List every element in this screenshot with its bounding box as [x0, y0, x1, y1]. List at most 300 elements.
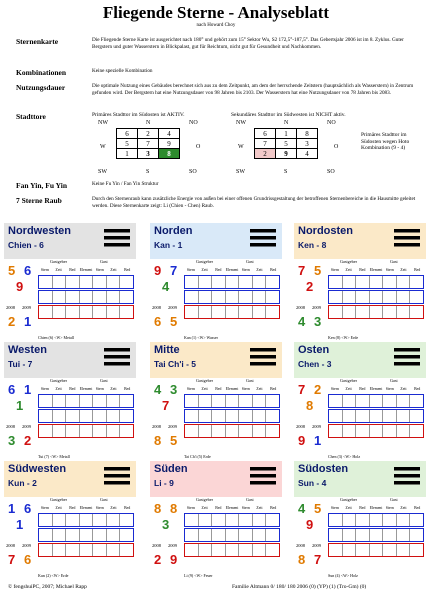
palace-header — [294, 342, 426, 378]
primary-gate-head: Primäres Stadttor im Südosten ist AKTIV. — [92, 112, 185, 118]
grid-cell — [120, 291, 133, 303]
grid-cell — [410, 410, 423, 422]
grid-cell — [120, 544, 133, 556]
water-star: 5 — [314, 501, 322, 516]
grid-cell — [53, 529, 67, 541]
section-text: Keine spezielle Kombination — [92, 68, 153, 74]
col-header: Zeit — [55, 506, 62, 510]
palace-name: Westen — [8, 344, 47, 356]
year-label: 2008 — [6, 305, 15, 310]
palace-element-line: Kan (1) <W> Wasser — [184, 335, 218, 340]
grid-cell — [212, 291, 226, 303]
grid-cell — [107, 291, 121, 303]
palace-header — [294, 223, 426, 259]
col-header: Element — [79, 268, 93, 272]
grid-cell — [93, 306, 107, 318]
grid-cell — [66, 514, 80, 526]
gastgeber-label: Gastgeber — [50, 259, 67, 264]
year-label: 2008 — [6, 424, 15, 429]
gate-cell: 6 — [255, 129, 276, 139]
col-header: Zeit — [110, 387, 117, 391]
palace-element-line: Ken (8) <W> Erde — [328, 335, 359, 340]
annual-star: 3 — [314, 314, 322, 329]
grid-cell — [397, 276, 411, 288]
grid-cell — [185, 544, 199, 556]
col-header: Bed — [69, 268, 76, 272]
grid-cell — [39, 425, 53, 437]
grid-col-header — [328, 268, 424, 274]
trigram-icon — [104, 229, 130, 247]
col-header: Bed — [124, 506, 131, 510]
grid-cell — [226, 395, 240, 407]
grid-cell — [39, 529, 53, 541]
grid-cell — [226, 425, 240, 437]
annual-star: 8 — [298, 552, 306, 567]
col-header: Stern — [385, 268, 394, 272]
gast-label: Gast — [246, 259, 254, 264]
col-header: Stern — [186, 506, 195, 510]
grid-cell — [53, 276, 67, 288]
grid-cell — [107, 306, 121, 318]
grid-cell — [226, 544, 240, 556]
grid-cell — [53, 291, 67, 303]
col-header: Bed — [414, 506, 421, 510]
gastgeber-label: Gastgeber — [340, 497, 357, 502]
water-star: 6 — [24, 501, 32, 516]
grid-cell — [226, 529, 240, 541]
grid-cell — [199, 306, 213, 318]
grid-row-mountain — [328, 275, 424, 289]
grid-cell — [253, 395, 267, 407]
year-label: 2009 — [168, 424, 177, 429]
grid-cell — [410, 529, 423, 541]
col-header: Stern — [241, 387, 250, 391]
annual-star: 7 — [314, 552, 322, 567]
dir-label: NO — [327, 120, 336, 126]
grid-cell — [53, 425, 67, 437]
col-header: Zeit — [110, 506, 117, 510]
col-header: Stern — [186, 387, 195, 391]
col-header: Stern — [95, 268, 104, 272]
grid-cell — [383, 306, 397, 318]
palace-body — [150, 259, 282, 343]
trigram-icon — [250, 348, 276, 366]
dir-label: O — [334, 144, 339, 150]
grid-cell — [329, 544, 343, 556]
grid-cell — [66, 410, 80, 422]
grid-cell — [120, 410, 133, 422]
grid-col-header — [184, 268, 280, 274]
palace-panel — [294, 223, 426, 343]
trigram-icon — [250, 229, 276, 247]
grid-row-water — [184, 528, 280, 542]
palace-panel — [150, 461, 282, 581]
grid-row-mountain — [184, 275, 280, 289]
water-star: 6 — [24, 263, 32, 278]
grid-cell — [343, 276, 357, 288]
col-header: Bed — [414, 268, 421, 272]
col-header: Stern — [40, 506, 49, 510]
grid-cell — [120, 306, 133, 318]
col-header: Bed — [124, 387, 131, 391]
section-raub — [16, 196, 426, 214]
gastgeber-label: Gastgeber — [50, 497, 67, 502]
gate-cell: 7 — [138, 139, 159, 149]
grid-cell — [80, 410, 94, 422]
section-label: Sternenkarte — [16, 37, 59, 46]
grid-row-mountain — [328, 513, 424, 527]
annual-star: 9 — [170, 552, 178, 567]
col-header: Stern — [95, 506, 104, 510]
grid-row-annual — [38, 543, 134, 557]
grid-cell — [370, 306, 384, 318]
grid-cell — [226, 291, 240, 303]
dir-label: NW — [98, 120, 108, 126]
trigram-icon — [104, 467, 130, 485]
gast-label: Gast — [246, 497, 254, 502]
grid-cell — [370, 529, 384, 541]
grid-cell — [329, 425, 343, 437]
grid-cell — [93, 425, 107, 437]
grid-row-annual — [328, 305, 424, 319]
gate-note: Primäres Stadttor im Südosten wegen Hoto Kombination (9 - 4) — [361, 132, 410, 151]
col-header: Stern — [385, 387, 394, 391]
grid-cell — [356, 276, 370, 288]
water-star: 8 — [170, 501, 178, 516]
star-grid — [38, 506, 134, 564]
gast-label: Gast — [100, 497, 108, 502]
secondary-gate-head: Sekundäres Stadttor im Südwesten ist NICHT aktiv. — [231, 112, 346, 118]
palace-header — [294, 461, 426, 497]
annual-star: 6 — [154, 314, 162, 329]
palace-body — [150, 497, 282, 581]
grid-cell — [212, 276, 226, 288]
grid-cell — [343, 410, 357, 422]
col-header: Element — [225, 387, 239, 391]
grid-cell — [397, 544, 411, 556]
annual-star: 6 — [24, 552, 32, 567]
grid-cell — [266, 514, 279, 526]
grid-row-water — [328, 290, 424, 304]
col-header: Bed — [215, 268, 222, 272]
grid-cell — [356, 514, 370, 526]
trigram-icon — [250, 467, 276, 485]
col-header: Element — [225, 268, 239, 272]
grid-cell — [410, 276, 423, 288]
grid-col-header — [184, 387, 280, 393]
gate-cell: 2 — [138, 129, 159, 139]
section-fanyin — [16, 181, 426, 191]
col-header: Element — [79, 387, 93, 391]
grid-cell — [253, 425, 267, 437]
col-header: Stern — [241, 268, 250, 272]
gastgeber-label: Gastgeber — [196, 378, 213, 383]
star-grid — [328, 506, 424, 564]
grid-cell — [343, 425, 357, 437]
grid-cell — [39, 410, 53, 422]
palace-panel — [294, 342, 426, 462]
col-header: Zeit — [110, 268, 117, 272]
gate-cell: 3 — [138, 149, 159, 159]
grid-cell — [66, 276, 80, 288]
grid-col-header — [38, 506, 134, 512]
grid-col-header — [38, 268, 134, 274]
grid-cell — [329, 306, 343, 318]
grid-cell — [107, 514, 121, 526]
palace-name: Mitte — [154, 344, 180, 356]
grid-cell — [199, 425, 213, 437]
grid-cell — [239, 395, 253, 407]
grid-cell — [239, 306, 253, 318]
grid-cell — [370, 410, 384, 422]
palace-element-line: Sun (4) <W> Holz — [328, 573, 358, 578]
grid-cell — [343, 395, 357, 407]
col-header: Bed — [359, 268, 366, 272]
grid-cell — [212, 425, 226, 437]
col-header: Zeit — [345, 506, 352, 510]
dir-label: SW — [236, 169, 245, 175]
gate-cell: 9 — [276, 149, 297, 159]
grid-cell — [185, 529, 199, 541]
col-header: Bed — [124, 268, 131, 272]
col-header: Zeit — [400, 506, 407, 510]
annual-star: 4 — [298, 314, 306, 329]
grid-cell — [410, 291, 423, 303]
col-header: Bed — [69, 387, 76, 391]
palace-body — [150, 378, 282, 462]
palace-element-line: Chen (3) <W> Holz — [328, 454, 361, 459]
grid-cell — [239, 276, 253, 288]
mountain-star: 8 — [154, 501, 162, 516]
grid-cell — [356, 410, 370, 422]
col-header: Stern — [186, 268, 195, 272]
grid-row-annual — [184, 305, 280, 319]
grid-cell — [107, 276, 121, 288]
palace-body — [294, 259, 426, 343]
grid-cell — [239, 514, 253, 526]
grid-cell — [266, 544, 279, 556]
annual-star: 8 — [154, 433, 162, 448]
grid-cell — [343, 544, 357, 556]
grid-cell — [93, 291, 107, 303]
grid-row-annual — [184, 543, 280, 557]
grid-cell — [66, 544, 80, 556]
water-star: 2 — [314, 382, 322, 397]
grid-cell — [383, 425, 397, 437]
section-stadttore — [16, 112, 426, 176]
base-star: 1 — [16, 398, 24, 413]
gastgeber-label: Gastgeber — [340, 259, 357, 264]
grid-cell — [253, 529, 267, 541]
col-header: Zeit — [55, 387, 62, 391]
section-kombinationen — [16, 68, 426, 78]
grid-cell — [80, 276, 94, 288]
col-header: Element — [225, 506, 239, 510]
col-header: Bed — [69, 506, 76, 510]
grid-row-water — [38, 528, 134, 542]
grid-cell — [239, 529, 253, 541]
grid-cell — [93, 544, 107, 556]
col-header: Zeit — [400, 387, 407, 391]
grid-cell — [185, 395, 199, 407]
palace-name: Norden — [154, 225, 193, 237]
gate-cell: 1 — [276, 129, 297, 139]
grid-row-annual — [184, 424, 280, 438]
grid-row-mountain — [38, 513, 134, 527]
grid-row-annual — [328, 543, 424, 557]
palace-header — [150, 223, 282, 259]
palace-body — [294, 497, 426, 581]
grid-cell — [266, 291, 279, 303]
water-star: 3 — [170, 382, 178, 397]
grid-row-mountain — [184, 394, 280, 408]
col-header: Element — [79, 506, 93, 510]
dir-label: SO — [189, 169, 197, 175]
dir-label: W — [238, 144, 244, 150]
year-label: 2009 — [22, 424, 31, 429]
grid-cell — [212, 395, 226, 407]
base-star: 4 — [162, 279, 170, 294]
grid-cell — [239, 291, 253, 303]
gate-cell: 1 — [117, 149, 138, 159]
annual-star: 7 — [8, 552, 16, 567]
grid-cell — [93, 395, 107, 407]
grid-cell — [410, 395, 423, 407]
section-label: Kombinationen — [16, 68, 67, 77]
grid-row-annual — [38, 424, 134, 438]
dir-label: NW — [236, 120, 246, 126]
col-header: Zeit — [201, 387, 208, 391]
gastgeber-label: Gastgeber — [196, 497, 213, 502]
grid-cell — [343, 514, 357, 526]
palace-trigram-label: Chen - 3 — [298, 359, 332, 369]
section-text: Durch den Sternenraub kann zusätzliche Energie von außen bei einer offenen Grundrissgestaltung der betroffenen Sternenbereiche in die Hausmitte geleitet werden. Diese Sternenkarte zeigt: Li (Chien - Chen) Raub. — [92, 196, 416, 209]
palace-body — [4, 259, 136, 343]
palace-header — [150, 342, 282, 378]
gastgeber-label: Gastgeber — [340, 378, 357, 383]
col-header: Bed — [215, 506, 222, 510]
mountain-star: 7 — [298, 382, 306, 397]
grid-cell — [185, 291, 199, 303]
grid-cell — [66, 395, 80, 407]
primary-gate-grid — [96, 120, 206, 176]
gast-label: Gast — [390, 259, 398, 264]
page-subtitle: nach Howard Choy — [196, 23, 236, 28]
col-header: Bed — [359, 506, 366, 510]
grid-cell — [107, 544, 121, 556]
col-header: Stern — [95, 387, 104, 391]
grid-cell — [266, 529, 279, 541]
grid-row-water — [184, 290, 280, 304]
grid-cell — [266, 410, 279, 422]
grid-cell — [253, 276, 267, 288]
grid-row-mountain — [38, 275, 134, 289]
year-label: 2008 — [296, 543, 305, 548]
grid-row-water — [38, 290, 134, 304]
annual-star: 1 — [314, 433, 322, 448]
grid-row-annual — [328, 424, 424, 438]
grid-cell — [199, 544, 213, 556]
grid-cell — [80, 291, 94, 303]
palace-trigram-label: Kun - 2 — [8, 478, 37, 488]
gate-cell: 4 — [297, 149, 318, 159]
col-header: Bed — [359, 387, 366, 391]
grid-row-annual — [38, 305, 134, 319]
grid-cell — [199, 291, 213, 303]
palace-trigram-label: Sun - 4 — [298, 478, 327, 488]
grid-cell — [383, 276, 397, 288]
gast-label: Gast — [390, 497, 398, 502]
grid-cell — [185, 410, 199, 422]
grid-cell — [107, 425, 121, 437]
year-label: 2008 — [296, 305, 305, 310]
gate-cell-active: 8 — [159, 149, 180, 159]
col-header: Zeit — [256, 506, 263, 510]
star-grid — [328, 387, 424, 445]
grid-cell — [370, 276, 384, 288]
grid-cell — [370, 514, 384, 526]
dir-label: SO — [327, 169, 335, 175]
palace-panel — [294, 461, 426, 581]
base-star: 8 — [306, 398, 314, 413]
palace-element-line: Li (9) <W> Feuer — [184, 573, 213, 578]
gate-cell: 5 — [276, 139, 297, 149]
palace-name: Süden — [154, 463, 188, 475]
year-label: 2009 — [22, 543, 31, 548]
grid-cell — [343, 529, 357, 541]
year-label: 2009 — [168, 543, 177, 548]
col-header: Bed — [414, 387, 421, 391]
palace-header — [150, 461, 282, 497]
gate-cell: 8 — [297, 129, 318, 139]
palace-trigram-label: Ken - 8 — [298, 240, 327, 250]
palace-panel — [4, 223, 136, 343]
water-star: 1 — [24, 382, 32, 397]
grid-cell — [39, 514, 53, 526]
trigram-icon — [394, 348, 420, 366]
grid-cell — [185, 425, 199, 437]
year-label: 2009 — [312, 543, 321, 548]
grid-cell — [226, 514, 240, 526]
grid-cell — [383, 529, 397, 541]
grid-cell — [212, 544, 226, 556]
grid-cell — [397, 291, 411, 303]
mountain-star: 4 — [298, 501, 306, 516]
palace-name: Südosten — [298, 463, 349, 475]
palace-body — [4, 497, 136, 581]
grid-row-mountain — [38, 394, 134, 408]
palace-body — [4, 378, 136, 462]
year-label: 2008 — [296, 424, 305, 429]
palace-header — [4, 223, 136, 259]
footer-copyright: © fengshuiPC, 2007; Michael Rapp — [8, 584, 87, 590]
grid-cell — [120, 276, 133, 288]
grid-cell — [226, 276, 240, 288]
gate-cell-inactive: 2 — [255, 149, 276, 159]
palace-trigram-label: Li - 9 — [154, 478, 174, 488]
col-header: Bed — [270, 506, 277, 510]
grid-cell — [239, 544, 253, 556]
grid-cell — [329, 529, 343, 541]
grid-cell — [226, 410, 240, 422]
grid-col-header — [184, 506, 280, 512]
section-sternenkarte — [16, 37, 426, 67]
grid-cell — [107, 529, 121, 541]
palace-trigram-label: Tai Ch'i - 5 — [154, 359, 197, 369]
gate-cell: 9 — [159, 139, 180, 149]
col-header: Zeit — [345, 387, 352, 391]
star-grid — [38, 268, 134, 326]
